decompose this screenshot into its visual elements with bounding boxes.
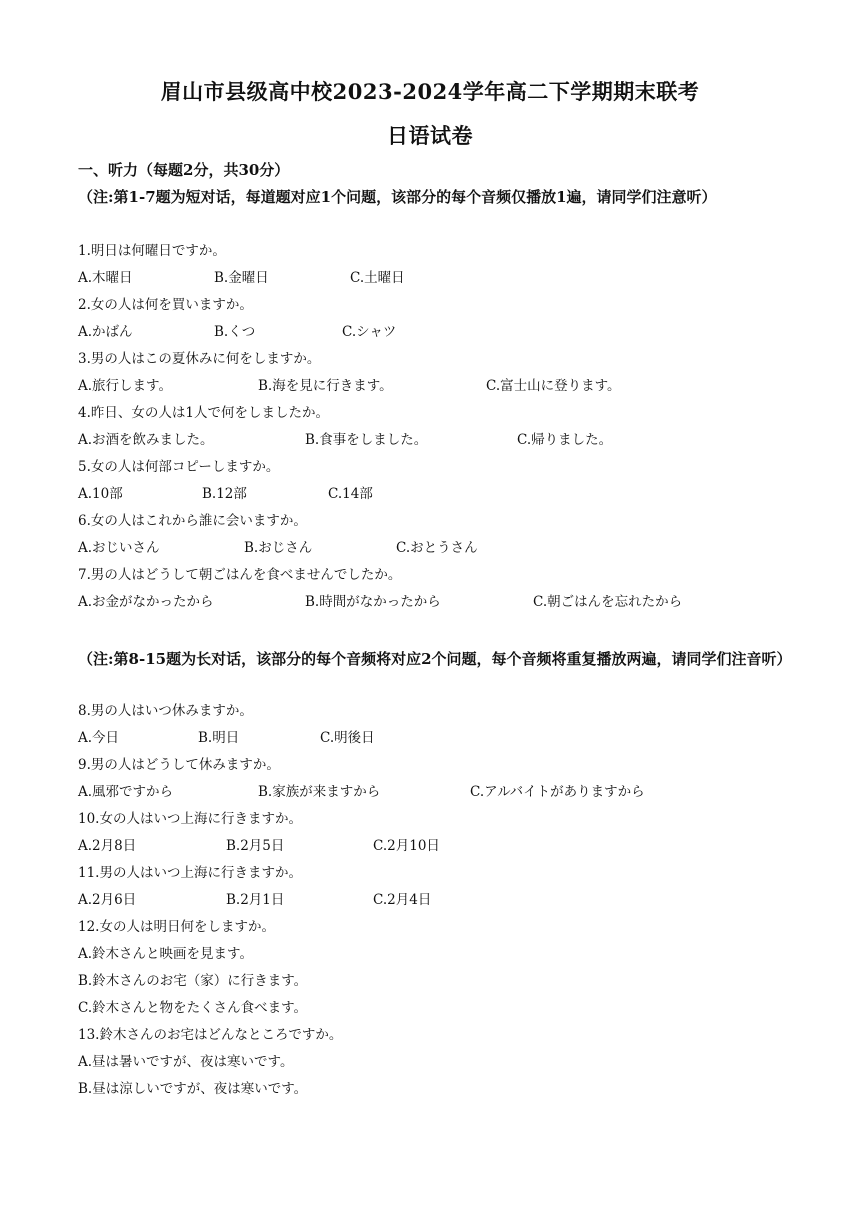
exam-title: 眉山市县级高中校2023-2024学年高二下学期期末联考 [160,79,700,104]
question-1: 1.明日は何曜日ですか。 [78,243,226,259]
q1-option-a: A.木曜日 [78,270,133,286]
question-7: 7.男の人はどうして朝ごはんを食べませんでしたか。 [78,567,402,583]
q2-option-c: C.シャツ [342,324,397,340]
question-6: 6.女の人はこれから誰に会いますか。 [78,513,307,529]
q5-option-c: C.14部 [328,486,373,502]
q2-option-b: B.くつ [214,324,256,340]
q5-option-a: A.10部 [78,486,123,502]
question-13: 13.鈴木さんのお宅はどんなところですか。 [78,1027,343,1043]
question-10: 10.女の人はいつ上海に行きますか。 [78,811,302,827]
q7-option-b: B.時間がなかったから [305,594,441,610]
question-4: 4.昨日、女の人は1人で何をしましたか。 [78,405,329,421]
q4-option-b: B.食事をしました。 [305,432,428,448]
q1-option-b: B.金曜日 [214,270,269,286]
question-12: 12.女の人は明日何をしますか。 [78,919,275,935]
section-heading: 一、听力（每题2分，共30分） [78,161,290,179]
short-dialogue-note: （注:第1-7题为短对话，每道题对应1个问题，该部分的每个音频仅播放1遍，请同学们注意听） [78,188,717,206]
q2-option-a: A.かばん [78,324,133,340]
q6-option-b: B.おじさん [244,540,313,556]
q9-option-c: C.アルバイトがありますから [470,784,645,800]
q11-option-a: A.2月6日 [78,892,137,908]
q8-option-a: A.今日 [78,730,120,746]
q4-option-a: A.お酒を飲みました。 [78,432,214,448]
q6-option-c: C.おとうさん [396,540,478,556]
exam-subtitle: 日语试卷 [387,123,473,148]
question-5: 5.女の人は何部コピーしますか。 [78,459,280,475]
q9-option-a: A.風邪ですから [78,784,174,800]
question-2: 2.女の人は何を買いますか。 [78,297,253,313]
q10-option-b: B.2月5日 [226,838,285,854]
q11-option-c: C.2月4日 [373,892,432,908]
q7-option-c: C.朝ごはんを忘れたから [533,594,683,610]
q8-option-c: C.明後日 [320,730,375,746]
q10-option-c: C.2月10日 [373,838,440,854]
q12-option-c: C.鈴木さんと物をたくさん食べます。 [78,1000,308,1016]
q3-option-a: A.旅行します。 [78,378,172,394]
q13-option-a: A.昼は暑いですが、夜は寒いです。 [78,1054,294,1070]
q4-option-c: C.帰りました。 [517,432,613,448]
q6-option-a: A.おじいさん [78,540,160,556]
q3-option-b: B.海を見に行きます。 [258,378,393,394]
q12-option-b: B.鈴木さんのお宅（家）に行きます。 [78,973,308,989]
q3-option-c: C.富士山に登ります。 [486,378,621,394]
q8-option-b: B.明日 [198,730,240,746]
q1-option-c: C.土曜日 [350,270,405,286]
question-11: 11.男の人はいつ上海に行きますか。 [78,865,302,881]
q10-option-a: A.2月8日 [78,838,137,854]
question-9: 9.男の人はどうして休みますか。 [78,757,280,773]
q11-option-b: B.2月1日 [226,892,285,908]
long-dialogue-note: （注:第8-15题为长对话，该部分的每个音频将对应2个问题，每个音频将重复播放两遍，请同学们注音听） [78,650,792,668]
q9-option-b: B.家族が来ますから [258,784,381,800]
q12-option-a: A.鈴木さんと映画を見ます。 [78,946,253,962]
q5-option-b: B.12部 [202,486,247,502]
q7-option-a: A.お金がなかったから [78,594,214,610]
question-8: 8.男の人はいつ休みますか。 [78,703,253,719]
q13-option-b: B.昼は涼しいですが、夜は寒いです。 [78,1081,308,1097]
question-3: 3.男の人はこの夏休みに何をしますか。 [78,351,321,367]
